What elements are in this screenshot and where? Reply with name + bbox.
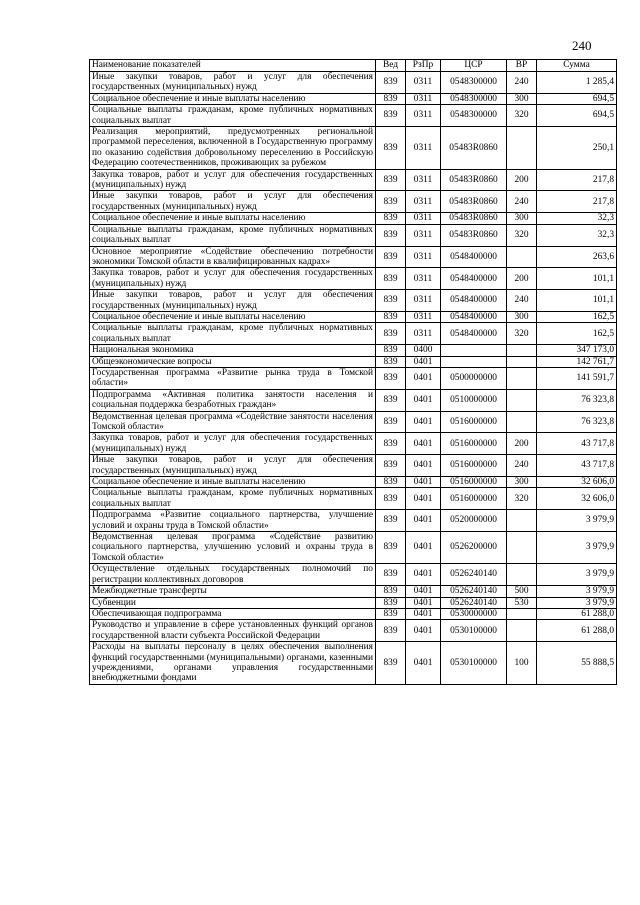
table-row bbox=[90, 105, 617, 127]
budget-table bbox=[89, 59, 617, 685]
cell-csr: 0516000000 bbox=[441, 433, 507, 455]
cell-sum: 61 288,0 bbox=[537, 620, 617, 642]
cell-vr: 300 bbox=[507, 213, 537, 224]
cell-vr: 200 bbox=[507, 169, 537, 191]
cell-rzpr: 0311 bbox=[406, 268, 441, 290]
cell-sum: 32 606,0 bbox=[537, 488, 617, 510]
cell-ved: 839 bbox=[376, 477, 406, 488]
cell-csr: 0548300000 bbox=[441, 105, 507, 127]
table-row bbox=[90, 290, 617, 312]
cell-name: Реализация мероприятий, предусмотренных региональной программой переселения, включенной в Государственную программу по оказанию содействия добровольному переселению в Российскую Федерацию соотечественников, проживающих за рубежом bbox=[90, 127, 376, 170]
cell-sum: 32,3 bbox=[537, 224, 617, 246]
header-rzpr: РзПр bbox=[406, 60, 441, 72]
cell-name: Иные закупки товаров, работ и услуг для обеспечения государственных (муниципальных) нужд bbox=[90, 290, 376, 312]
cell-name: Социальное обеспечение и иные выплаты населению bbox=[90, 477, 376, 488]
cell-sum: 347 173,0 bbox=[537, 345, 617, 356]
cell-csr: 05483R0860 bbox=[441, 127, 507, 170]
cell-csr: 0520000000 bbox=[441, 510, 507, 532]
cell-ved: 839 bbox=[376, 105, 406, 127]
table-row bbox=[90, 455, 617, 477]
cell-rzpr: 0400 bbox=[406, 345, 441, 356]
cell-csr: 0526240140 bbox=[441, 597, 507, 608]
cell-vr bbox=[507, 608, 537, 619]
cell-ved: 839 bbox=[376, 169, 406, 191]
cell-vr bbox=[507, 532, 537, 564]
cell-name: Социальное обеспечение и иные выплаты населению bbox=[90, 213, 376, 224]
cell-name: Социальное обеспечение и иные выплаты населению bbox=[90, 93, 376, 104]
table-row bbox=[90, 597, 617, 608]
cell-name: Социальное обеспечение и иные выплаты населению bbox=[90, 311, 376, 322]
cell-rzpr: 0311 bbox=[406, 93, 441, 104]
table-row bbox=[90, 477, 617, 488]
cell-name: Расходы на выплаты персоналу в целях обеспечения выполнения функций государственными (муниципальными) органами, казенными учреждениями, органами управления государственными внебюджетными фондами bbox=[90, 642, 376, 685]
header-ved: Вед bbox=[376, 60, 406, 72]
cell-sum: 217,8 bbox=[537, 169, 617, 191]
cell-csr: 0548300000 bbox=[441, 72, 507, 94]
cell-vr: 300 bbox=[507, 311, 537, 322]
table-row bbox=[90, 510, 617, 532]
cell-sum: 162,5 bbox=[537, 323, 617, 345]
cell-rzpr: 0401 bbox=[406, 586, 441, 597]
header-name: Наименование показателей bbox=[90, 60, 376, 72]
cell-vr: 240 bbox=[507, 191, 537, 213]
cell-ved: 839 bbox=[376, 597, 406, 608]
cell-name: Закупка товаров, работ и услуг для обеспечения государственных (муниципальных) нужд bbox=[90, 268, 376, 290]
cell-vr bbox=[507, 411, 537, 433]
cell-ved: 839 bbox=[376, 433, 406, 455]
cell-name: Социальные выплаты гражданам, кроме публичных нормативных социальных выплат bbox=[90, 323, 376, 345]
cell-ved: 839 bbox=[376, 290, 406, 312]
page-number: 240 bbox=[572, 38, 592, 53]
cell-csr: 0548400000 bbox=[441, 268, 507, 290]
cell-vr bbox=[507, 367, 537, 389]
cell-vr: 100 bbox=[507, 642, 537, 685]
cell-ved: 839 bbox=[376, 246, 406, 268]
cell-csr: 05483R0860 bbox=[441, 224, 507, 246]
cell-vr bbox=[507, 345, 537, 356]
cell-csr: 0548400000 bbox=[441, 323, 507, 345]
table-row bbox=[90, 389, 617, 411]
cell-rzpr: 0311 bbox=[406, 169, 441, 191]
table-row bbox=[90, 433, 617, 455]
cell-ved: 839 bbox=[376, 608, 406, 619]
cell-rzpr: 0401 bbox=[406, 608, 441, 619]
cell-csr: 0548300000 bbox=[441, 93, 507, 104]
cell-ved: 839 bbox=[376, 311, 406, 322]
cell-ved: 839 bbox=[376, 510, 406, 532]
cell-name: Осуществление отдельных государственных полномочий по регистрации коллективных договоров bbox=[90, 564, 376, 586]
cell-sum: 1 285,4 bbox=[537, 72, 617, 94]
cell-csr: 05483R0860 bbox=[441, 169, 507, 191]
cell-csr: 0548400000 bbox=[441, 246, 507, 268]
cell-name: Иные закупки товаров, работ и услуг для обеспечения государственных (муниципальных) нужд bbox=[90, 191, 376, 213]
cell-vr: 200 bbox=[507, 433, 537, 455]
table-row bbox=[90, 345, 617, 356]
table-row bbox=[90, 93, 617, 104]
cell-rzpr: 0401 bbox=[406, 510, 441, 532]
cell-rzpr: 0311 bbox=[406, 191, 441, 213]
cell-name: Субвенции bbox=[90, 597, 376, 608]
table-row bbox=[90, 268, 617, 290]
cell-rzpr: 0311 bbox=[406, 311, 441, 322]
cell-csr: 0526240140 bbox=[441, 586, 507, 597]
cell-csr: 0516000000 bbox=[441, 455, 507, 477]
cell-sum: 263,6 bbox=[537, 246, 617, 268]
cell-csr: 0530000000 bbox=[441, 608, 507, 619]
cell-sum: 61 288,0 bbox=[537, 608, 617, 619]
table-row bbox=[90, 169, 617, 191]
cell-rzpr: 0401 bbox=[406, 356, 441, 367]
cell-rzpr: 0401 bbox=[406, 488, 441, 510]
cell-ved: 839 bbox=[376, 72, 406, 94]
cell-csr bbox=[441, 345, 507, 356]
cell-name: Подпрограмма «Развитие социального партнерства, улучшение условий и охраны труда в Томской области» bbox=[90, 510, 376, 532]
header-csr: ЦСР bbox=[441, 60, 507, 72]
cell-vr: 320 bbox=[507, 488, 537, 510]
cell-sum: 43 717,8 bbox=[537, 455, 617, 477]
cell-name: Государственная программа «Развитие рынка труда в Томской области» bbox=[90, 367, 376, 389]
cell-rzpr: 0401 bbox=[406, 642, 441, 685]
table-row bbox=[90, 191, 617, 213]
cell-rzpr: 0311 bbox=[406, 127, 441, 170]
cell-sum: 694,5 bbox=[537, 105, 617, 127]
cell-ved: 839 bbox=[376, 191, 406, 213]
cell-vr: 320 bbox=[507, 105, 537, 127]
cell-name: Общеэкономические вопросы bbox=[90, 356, 376, 367]
table-row bbox=[90, 213, 617, 224]
cell-rzpr: 0311 bbox=[406, 290, 441, 312]
cell-vr bbox=[507, 389, 537, 411]
cell-rzpr: 0401 bbox=[406, 597, 441, 608]
cell-name: Социальные выплаты гражданам, кроме публичных нормативных социальных выплат bbox=[90, 224, 376, 246]
cell-csr: 05483R0860 bbox=[441, 191, 507, 213]
table-row bbox=[90, 608, 617, 619]
cell-ved: 839 bbox=[376, 268, 406, 290]
cell-name: Подпрограмма «Активная политика занятости населения и социальная поддержка безработных граждан» bbox=[90, 389, 376, 411]
cell-sum: 3 979,9 bbox=[537, 586, 617, 597]
cell-vr: 320 bbox=[507, 224, 537, 246]
cell-vr bbox=[507, 127, 537, 170]
cell-sum: 3 979,9 bbox=[537, 564, 617, 586]
header-vr: ВР bbox=[507, 60, 537, 72]
cell-vr bbox=[507, 246, 537, 268]
cell-ved: 839 bbox=[376, 224, 406, 246]
cell-ved: 839 bbox=[376, 620, 406, 642]
cell-sum: 162,5 bbox=[537, 311, 617, 322]
table-row bbox=[90, 532, 617, 564]
cell-vr bbox=[507, 620, 537, 642]
cell-ved: 839 bbox=[376, 356, 406, 367]
table-row bbox=[90, 411, 617, 433]
cell-sum: 3 979,9 bbox=[537, 510, 617, 532]
cell-name: Иные закупки товаров, работ и услуг для обеспечения государственных (муниципальных) нужд bbox=[90, 455, 376, 477]
cell-csr: 0526200000 bbox=[441, 532, 507, 564]
cell-sum: 76 323,8 bbox=[537, 389, 617, 411]
cell-ved: 839 bbox=[376, 93, 406, 104]
cell-rzpr: 0311 bbox=[406, 213, 441, 224]
cell-ved: 839 bbox=[376, 488, 406, 510]
cell-csr: 0516000000 bbox=[441, 411, 507, 433]
cell-vr: 240 bbox=[507, 455, 537, 477]
cell-vr: 240 bbox=[507, 72, 537, 94]
table-row bbox=[90, 564, 617, 586]
cell-sum: 55 888,5 bbox=[537, 642, 617, 685]
cell-vr: 300 bbox=[507, 93, 537, 104]
cell-sum: 142 761,7 bbox=[537, 356, 617, 367]
cell-csr: 0516000000 bbox=[441, 488, 507, 510]
cell-sum: 141 591,7 bbox=[537, 367, 617, 389]
cell-name: Основное мероприятие «Содействие обеспечению потребности экономики Томской области в квалифицированных кадрах» bbox=[90, 246, 376, 268]
cell-rzpr: 0401 bbox=[406, 433, 441, 455]
cell-name: Закупка товаров, работ и услуг для обеспечения государственных (муниципальных) нужд bbox=[90, 433, 376, 455]
cell-rzpr: 0401 bbox=[406, 620, 441, 642]
cell-vr: 200 bbox=[507, 268, 537, 290]
cell-rzpr: 0401 bbox=[406, 455, 441, 477]
cell-csr: 0548400000 bbox=[441, 311, 507, 322]
cell-ved: 839 bbox=[376, 127, 406, 170]
cell-rzpr: 0401 bbox=[406, 564, 441, 586]
cell-rzpr: 0311 bbox=[406, 72, 441, 94]
cell-vr bbox=[507, 564, 537, 586]
table-row bbox=[90, 356, 617, 367]
cell-sum: 250,1 bbox=[537, 127, 617, 170]
cell-vr bbox=[507, 356, 537, 367]
cell-ved: 839 bbox=[376, 532, 406, 564]
cell-sum: 3 979,9 bbox=[537, 597, 617, 608]
table-row bbox=[90, 586, 617, 597]
table-row bbox=[90, 224, 617, 246]
cell-name: Социальные выплаты гражданам, кроме публичных нормативных социальных выплат bbox=[90, 488, 376, 510]
cell-csr: 0516000000 bbox=[441, 477, 507, 488]
cell-vr: 500 bbox=[507, 586, 537, 597]
cell-name: Национальная экономика bbox=[90, 345, 376, 356]
cell-rzpr: 0401 bbox=[406, 367, 441, 389]
cell-ved: 839 bbox=[376, 564, 406, 586]
cell-name: Ведомственная целевая программа «Содействие развитию социального партнерства, улучшению условий и охраны труда в Томской области» bbox=[90, 532, 376, 564]
cell-csr: 0500000000 bbox=[441, 367, 507, 389]
cell-name: Руководство и управление в сфере установленных функций органов государственной власти субъекта Российской Федерации bbox=[90, 620, 376, 642]
cell-ved: 839 bbox=[376, 586, 406, 597]
cell-sum: 101,1 bbox=[537, 290, 617, 312]
table-row bbox=[90, 323, 617, 345]
cell-rzpr: 0401 bbox=[406, 389, 441, 411]
cell-sum: 3 979,9 bbox=[537, 532, 617, 564]
cell-vr: 320 bbox=[507, 323, 537, 345]
table-body bbox=[90, 72, 617, 685]
cell-vr: 530 bbox=[507, 597, 537, 608]
cell-sum: 217,8 bbox=[537, 191, 617, 213]
cell-vr: 300 bbox=[507, 477, 537, 488]
cell-ved: 839 bbox=[376, 213, 406, 224]
table-row bbox=[90, 620, 617, 642]
table-row bbox=[90, 246, 617, 268]
cell-rzpr: 0401 bbox=[406, 532, 441, 564]
cell-name: Социальные выплаты гражданам, кроме публичных нормативных социальных выплат bbox=[90, 105, 376, 127]
table-row bbox=[90, 127, 617, 170]
cell-sum: 43 717,8 bbox=[537, 433, 617, 455]
table-header-row bbox=[90, 60, 617, 72]
cell-ved: 839 bbox=[376, 455, 406, 477]
table-row bbox=[90, 488, 617, 510]
cell-vr: 240 bbox=[507, 290, 537, 312]
cell-ved: 839 bbox=[376, 367, 406, 389]
cell-ved: 839 bbox=[376, 345, 406, 356]
cell-rzpr: 0401 bbox=[406, 411, 441, 433]
cell-vr bbox=[507, 510, 537, 532]
cell-csr: 0510000000 bbox=[441, 389, 507, 411]
cell-name: Ведомственная целевая программа «Содействие занятости населения Томской области» bbox=[90, 411, 376, 433]
cell-sum: 32 606,0 bbox=[537, 477, 617, 488]
cell-ved: 839 bbox=[376, 323, 406, 345]
cell-name: Иные закупки товаров, работ и услуг для обеспечения государственных (муниципальных) нужд bbox=[90, 72, 376, 94]
cell-rzpr: 0401 bbox=[406, 477, 441, 488]
cell-sum: 101,1 bbox=[537, 268, 617, 290]
cell-csr: 05483R0860 bbox=[441, 213, 507, 224]
cell-rzpr: 0311 bbox=[406, 105, 441, 127]
header-sum: Сумма bbox=[537, 60, 617, 72]
cell-csr bbox=[441, 356, 507, 367]
table-row bbox=[90, 72, 617, 94]
cell-sum: 32,3 bbox=[537, 213, 617, 224]
cell-csr: 0526240140 bbox=[441, 564, 507, 586]
table-row bbox=[90, 367, 617, 389]
cell-sum: 76 323,8 bbox=[537, 411, 617, 433]
cell-rzpr: 0311 bbox=[406, 323, 441, 345]
cell-csr: 0530100000 bbox=[441, 620, 507, 642]
cell-ved: 839 bbox=[376, 389, 406, 411]
cell-name: Закупка товаров, работ и услуг для обеспечения государственных (муниципальных) нужд bbox=[90, 169, 376, 191]
cell-csr: 0548400000 bbox=[441, 290, 507, 312]
table-row bbox=[90, 642, 617, 685]
cell-name: Межбюджетные трансферты bbox=[90, 586, 376, 597]
cell-rzpr: 0311 bbox=[406, 246, 441, 268]
cell-rzpr: 0311 bbox=[406, 224, 441, 246]
cell-ved: 839 bbox=[376, 411, 406, 433]
cell-name: Обеспечивающая подпрограмма bbox=[90, 608, 376, 619]
table-row bbox=[90, 311, 617, 322]
cell-ved: 839 bbox=[376, 642, 406, 685]
cell-csr: 0530100000 bbox=[441, 642, 507, 685]
cell-sum: 694,5 bbox=[537, 93, 617, 104]
